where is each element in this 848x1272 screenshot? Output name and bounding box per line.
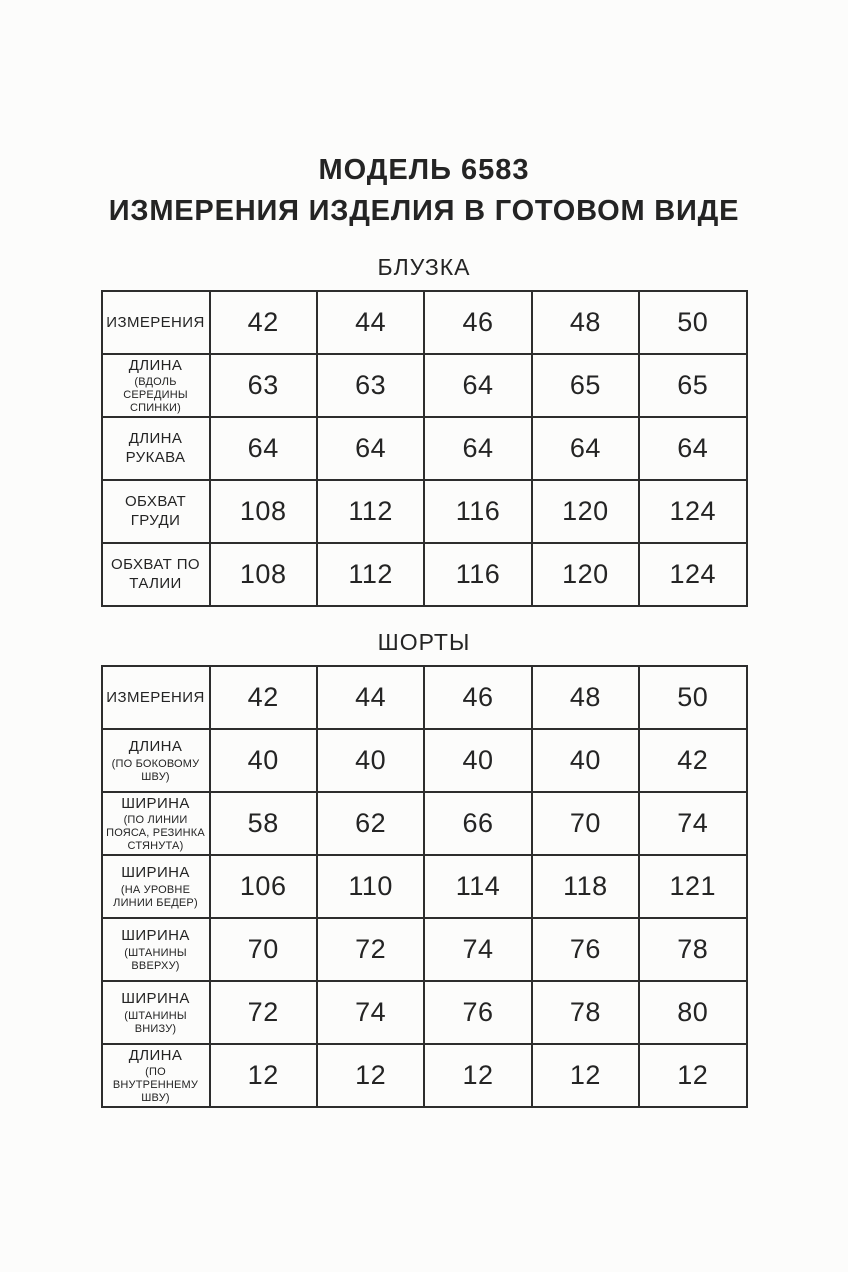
value-cell: 12 — [532, 1044, 639, 1107]
value-cell: 66 — [424, 792, 531, 855]
measurements-header-cell: ИЗМЕРЕНИЯ — [102, 666, 210, 729]
value-cell: 124 — [639, 480, 746, 543]
size-header-cell: 42 — [210, 291, 317, 354]
row-label-cell — [102, 981, 210, 1044]
value-cell: 112 — [317, 543, 424, 606]
page-subtitle: ИЗМЕРЕНИЯ ИЗДЕЛИЯ В ГОТОВОМ ВИДЕ — [108, 195, 740, 228]
row-sublabel: (ВДОЛЬ СЕРЕДИНЫ СПИНКИ) — [123, 376, 188, 415]
size-header-cell: 42 — [210, 666, 317, 729]
row-label-cell — [102, 354, 210, 417]
row-label-cell — [102, 417, 210, 480]
value-cell: 76 — [424, 981, 531, 1044]
value-cell: 64 — [210, 417, 317, 480]
value-cell: 70 — [532, 792, 639, 855]
size-header-cell: 46 — [424, 666, 531, 729]
size-table — [101, 665, 748, 1108]
table-row — [102, 918, 747, 981]
row-label: ДЛИНА РУКАВА — [125, 430, 186, 466]
value-cell: 40 — [210, 729, 317, 792]
value-cell: 40 — [424, 729, 531, 792]
row-sublabel: (ШТАНИНЫ ВНИЗУ) — [124, 1009, 187, 1035]
row-label: ШИРИНА — [121, 990, 190, 1007]
tables-container — [0, 254, 848, 1108]
row-label-cell — [102, 480, 210, 543]
row-sublabel: (НА УРОВНЕ ЛИНИИ БЕДЕР) — [113, 883, 198, 909]
table-row — [102, 543, 747, 606]
value-cell: 63 — [210, 354, 317, 417]
value-cell: 72 — [210, 981, 317, 1044]
value-cell: 40 — [317, 729, 424, 792]
value-cell: 118 — [532, 855, 639, 918]
value-cell: 74 — [639, 792, 746, 855]
value-cell: 112 — [317, 480, 424, 543]
row-sublabel: (ШТАНИНЫ ВВЕРХУ) — [124, 946, 187, 972]
size-header-cell: 44 — [317, 666, 424, 729]
table-row — [102, 981, 747, 1044]
value-cell: 80 — [639, 981, 746, 1044]
row-sublabel: (ПО ЛИНИИ ПОЯСА, РЕЗИНКА СТЯНУТА) — [106, 814, 205, 853]
value-cell: 76 — [532, 918, 639, 981]
table-row — [102, 729, 747, 792]
row-label: ШИРИНА — [121, 794, 190, 812]
value-cell: 64 — [639, 417, 746, 480]
row-label: ОБХВАТ ПО ТАЛИИ — [111, 556, 200, 592]
value-cell: 106 — [210, 855, 317, 918]
value-cell: 70 — [210, 918, 317, 981]
size-header-cell: 46 — [424, 291, 531, 354]
row-label: ДЛИНА — [128, 1046, 183, 1064]
table-row — [102, 480, 747, 543]
value-cell: 65 — [639, 354, 746, 417]
size-header-cell: 50 — [639, 666, 746, 729]
value-cell: 64 — [424, 354, 531, 417]
table-row — [102, 855, 747, 918]
row-label-cell — [102, 543, 210, 606]
size-header-cell: 50 — [639, 291, 746, 354]
value-cell: 108 — [210, 543, 317, 606]
size-header-cell: 48 — [532, 666, 639, 729]
value-cell: 74 — [424, 918, 531, 981]
page-title: МОДЕЛЬ 6583 — [318, 154, 530, 186]
value-cell: 120 — [532, 480, 639, 543]
table-row — [102, 417, 747, 480]
table-row — [102, 1044, 747, 1107]
value-cell: 116 — [424, 543, 531, 606]
value-cell: 72 — [317, 918, 424, 981]
value-cell: 64 — [532, 417, 639, 480]
measurements-header-cell: ИЗМЕРЕНИЯ — [102, 291, 210, 354]
title-block — [0, 0, 848, 232]
value-cell: 121 — [639, 855, 746, 918]
size-table — [101, 290, 748, 607]
value-cell: 78 — [639, 918, 746, 981]
row-label: ДЛИНА — [128, 356, 183, 374]
value-cell: 65 — [532, 354, 639, 417]
value-cell: 12 — [639, 1044, 746, 1107]
value-cell: 62 — [317, 792, 424, 855]
row-label: ШИРИНА — [121, 927, 190, 944]
value-cell: 12 — [210, 1044, 317, 1107]
value-cell: 120 — [532, 543, 639, 606]
value-cell: 64 — [424, 417, 531, 480]
value-cell: 63 — [317, 354, 424, 417]
table-row — [102, 354, 747, 417]
row-label-cell — [102, 855, 210, 918]
value-cell: 12 — [424, 1044, 531, 1107]
size-header-cell: 44 — [317, 291, 424, 354]
row-label: ДЛИНА — [128, 738, 183, 755]
value-cell: 114 — [424, 855, 531, 918]
value-cell: 64 — [317, 417, 424, 480]
value-cell: 58 — [210, 792, 317, 855]
row-sublabel: (ПО БОКОВОМУ ШВУ) — [111, 757, 200, 783]
row-label: ШИРИНА — [121, 864, 190, 881]
value-cell: 12 — [317, 1044, 424, 1107]
row-label-cell — [102, 729, 210, 792]
row-sublabel: (ПО ВНУТРЕННЕМУ ШВУ) — [112, 1066, 199, 1105]
row-label-cell — [102, 1044, 210, 1107]
value-cell: 110 — [317, 855, 424, 918]
section-heading: БЛУЗКА — [377, 254, 471, 281]
section-heading: ШОРТЫ — [377, 629, 471, 656]
size-header-cell: 48 — [532, 291, 639, 354]
table-header-row — [102, 291, 747, 354]
value-cell: 78 — [532, 981, 639, 1044]
value-cell: 40 — [532, 729, 639, 792]
table-row — [102, 792, 747, 855]
value-cell: 42 — [639, 729, 746, 792]
row-label-cell — [102, 918, 210, 981]
row-label: ОБХВАТ ГРУДИ — [124, 493, 187, 529]
value-cell: 124 — [639, 543, 746, 606]
value-cell: 74 — [317, 981, 424, 1044]
row-label-cell — [102, 792, 210, 855]
value-cell: 108 — [210, 480, 317, 543]
table-header-row — [102, 666, 747, 729]
value-cell: 116 — [424, 480, 531, 543]
